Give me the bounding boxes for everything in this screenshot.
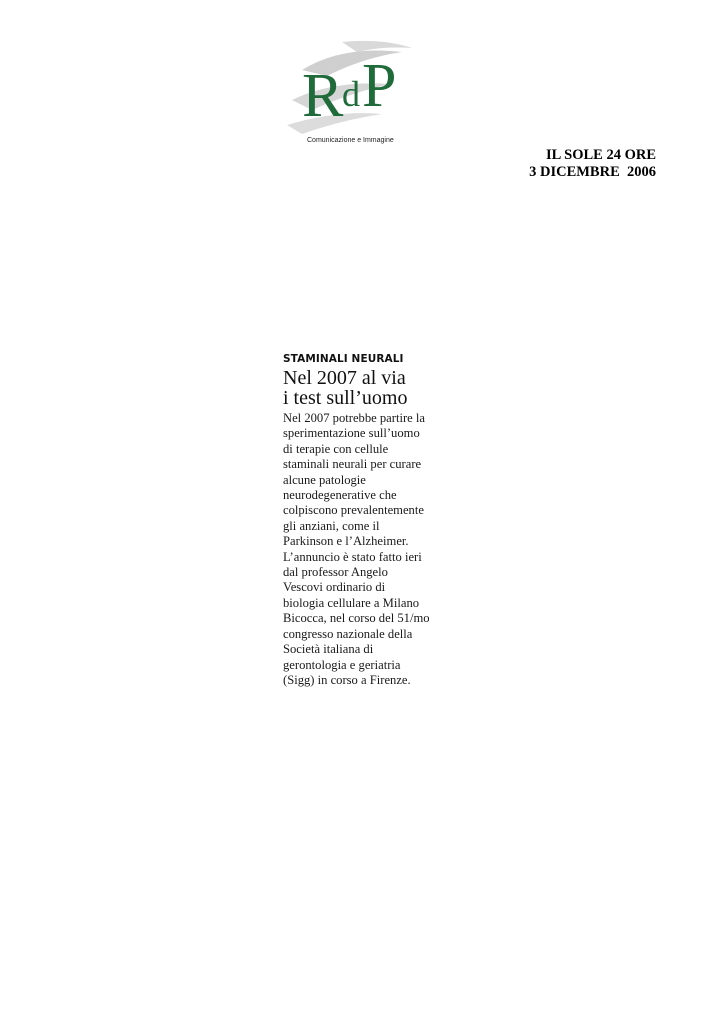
- article-clipping: [283, 352, 463, 688]
- body-line: Parkinson e l’Alzheimer.: [283, 534, 409, 549]
- body-line: alcune patologie: [283, 472, 366, 487]
- article-headline: [283, 368, 463, 408]
- svg-text:P: P: [362, 52, 397, 120]
- article-body: [283, 411, 463, 688]
- body-line: neurodegenerative che: [283, 488, 397, 503]
- body-line: Società italiana di: [283, 642, 374, 657]
- body-line: biologia cellulare a Milano: [283, 595, 420, 610]
- body-line: sperimentazione sull’uomo: [283, 426, 420, 441]
- body-line: staminali neurali per curare: [283, 457, 422, 472]
- headline-line: i test sull’uomo: [283, 387, 408, 409]
- publication-name: IL SOLE 24 ORE: [546, 147, 656, 163]
- body-line: dal professor Angelo: [283, 565, 388, 580]
- body-line: congresso nazionale della: [283, 626, 413, 641]
- rdp-logo-mark: [282, 40, 432, 140]
- headline-line: Nel 2007 al via: [283, 367, 406, 389]
- body-line: Bicocca, nel corso del 51/mo: [283, 611, 430, 626]
- body-line: gerontologia e geriatria: [283, 657, 401, 672]
- publication-date: 3 DICEMBRE 2006: [529, 164, 656, 180]
- body-line: Nel 2007 potrebbe partire la: [283, 411, 425, 425]
- body-line: gli anziani, come il: [283, 518, 380, 533]
- body-line: di terapie con cellule: [283, 441, 389, 456]
- body-line: colpiscono prevalentemente: [283, 503, 424, 518]
- body-line: (Sigg) in corso a Firenze.: [283, 672, 411, 687]
- body-line: L’annuncio è stato fatto ieri: [283, 549, 422, 564]
- body-line: Vescovi ordinario di: [283, 580, 386, 595]
- rdp-logo: [282, 40, 432, 150]
- svg-text:d: d: [342, 74, 360, 114]
- svg-text:R: R: [302, 62, 344, 130]
- article-kicker: STAMINALI NEURALI: [283, 353, 404, 365]
- source-header: [529, 147, 656, 181]
- logo-caption: Comunicazione e Immagine: [307, 137, 394, 144]
